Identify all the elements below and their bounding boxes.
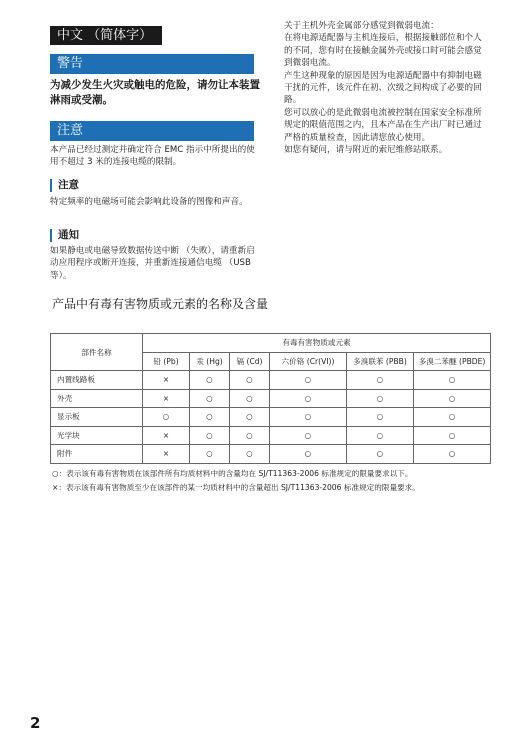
table-row: [51, 426, 491, 445]
part-name-cell: 光学块: [51, 426, 143, 445]
mark-cell: ○: [414, 445, 491, 464]
mark-cell: ○: [190, 408, 230, 427]
substance-header: 多溴二苯醚 (PBDE): [414, 352, 491, 371]
mark-cell: ○: [347, 426, 414, 445]
hazard-substance-table: [50, 333, 491, 464]
part-name-header: 部件名称: [51, 334, 143, 371]
notice-heading: 通知: [50, 229, 79, 242]
mark-cell: ×: [143, 371, 190, 390]
substance-header: 铅 (Pb): [143, 352, 190, 371]
mark-cell: ○: [230, 408, 270, 427]
mark-cell: ○: [230, 371, 270, 390]
mark-cell: ○: [230, 445, 270, 464]
part-name-cell: 内置线路板: [51, 371, 143, 390]
mark-cell: ×: [143, 426, 190, 445]
mark-cell: ○: [347, 389, 414, 408]
substance-group-header: 有毒有害物质或元素: [143, 334, 491, 353]
right-paragraph: 在将电源适配器与主机连接后，根据接触部位和个人的不同，您有时在接触金属外壳或接口时可能会感觉到微弱电流。: [284, 33, 482, 69]
caution2-heading: 注意: [50, 179, 79, 192]
mark-cell: ○: [230, 389, 270, 408]
mark-cell: ○: [414, 389, 491, 408]
mark-cell: ○: [347, 445, 414, 464]
substance-header: 镉 (Cd): [230, 352, 270, 371]
table-note-cross: ×：表示该有毒有害物质至少在该部件的某一均质材料中的含量超出 SJ/T11363-2006 标准规定的限量要求。: [52, 483, 420, 492]
mark-cell: ○: [270, 408, 347, 427]
warning-text: 为减少发生火灾或触电的危险，请勿让本装置淋雨或受潮。: [50, 79, 260, 106]
mark-cell: ○: [414, 408, 491, 427]
part-name-cell: 附件: [51, 445, 143, 464]
mark-cell: ×: [143, 389, 190, 408]
hazard-table-title: 产品中有毒有害物质或元素的名称及含量: [52, 297, 269, 311]
mark-cell: ○: [270, 389, 347, 408]
right-paragraph: 您可以放心的是此微弱电流被控制在国家安全标准所规定的限值范围之内，且本产品在生产出厂时已通过严格的质量检查，因此请您放心使用。: [284, 107, 482, 143]
mark-cell: ○: [190, 389, 230, 408]
table-row: [51, 408, 491, 427]
caution2-text: 特定频率的电磁场可能会影响此设备的图像和声音。: [50, 197, 248, 207]
part-name-cell: 显示板: [51, 408, 143, 427]
right-column-text: [284, 20, 490, 156]
mark-cell: ○: [347, 408, 414, 427]
right-paragraph: 产生这种现象的原因是因为电源适配器中有抑制电磁干扰的元件，该元件在初、次级之间构成了必要的回路。: [284, 70, 482, 106]
table-row: [51, 389, 491, 408]
substance-header: 六价铬 (Cr(VI)): [270, 352, 347, 371]
mark-cell: ○: [270, 426, 347, 445]
right-paragraph: 如您有疑问，请与附近的索尼维修站联系。: [284, 145, 448, 156]
mark-cell: ○: [190, 426, 230, 445]
warning-banner: 警告: [50, 54, 254, 74]
substance-header: 多溴联苯 (PBB): [347, 352, 414, 371]
mark-cell: ○: [190, 445, 230, 464]
mark-cell: ○: [270, 371, 347, 390]
mark-cell: ○: [414, 426, 491, 445]
caution-banner: 注意: [50, 121, 254, 141]
mark-cell: ○: [230, 426, 270, 445]
mark-cell: ○: [347, 371, 414, 390]
table-row: [51, 445, 491, 464]
notice-text: 如果静电或电磁导致数据传送中断 （失败），请重新启动应用程序或断开连接，并重新连接通信电缆 （USB 等）。: [50, 246, 255, 281]
mark-cell: ○: [190, 371, 230, 390]
table-row: [51, 371, 491, 390]
part-name-cell: 外壳: [51, 389, 143, 408]
caution-text: 本产品已经过测定并确定符合 EMC 指示中所提出的使用不超过 3 米的连接电缆的限制。: [50, 145, 255, 168]
mark-cell: ○: [143, 408, 190, 427]
table-note-circle: ○：表示该有毒有害物质在该部件所有均质材料中的含量均在 SJ/T11363-2006 标准规定的限量要求以下。: [52, 469, 413, 478]
language-tab: 中文 （简体字）: [50, 26, 162, 45]
mark-cell: ○: [270, 445, 347, 464]
mark-cell: ○: [414, 371, 491, 390]
page-number: 2: [30, 714, 41, 732]
right-paragraph: 关于主机外壳金属部分感觉到微弱电流：: [284, 21, 439, 31]
mark-cell: ×: [143, 445, 190, 464]
substance-header: 汞 (Hg): [190, 352, 230, 371]
